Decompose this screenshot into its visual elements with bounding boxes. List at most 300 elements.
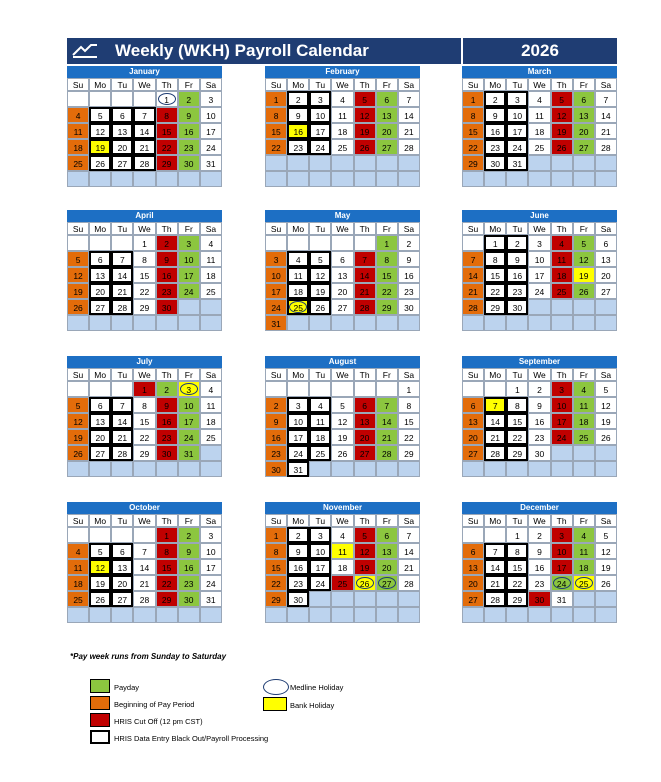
day-cell: 31 bbox=[200, 591, 222, 607]
day-cell: 10 bbox=[309, 543, 331, 559]
day-cell: 25 bbox=[331, 139, 353, 155]
empty-cell bbox=[462, 235, 484, 251]
weekday-header: Tu bbox=[506, 368, 528, 381]
day-cell: 23 bbox=[178, 575, 200, 591]
legend-label-blackout: HRIS Data Entry Black Out/Payroll Processing bbox=[114, 734, 269, 743]
empty-cell bbox=[111, 235, 133, 251]
trailing-cell bbox=[331, 315, 353, 331]
trailing-cell bbox=[462, 315, 484, 331]
day-cell: 18 bbox=[67, 139, 89, 155]
trailing-cell bbox=[551, 461, 573, 477]
empty-cell bbox=[331, 381, 353, 397]
day-cell: 29 bbox=[133, 299, 155, 315]
day-cell: 22 bbox=[133, 429, 155, 445]
month-name: January bbox=[67, 66, 222, 78]
empty-cell bbox=[376, 381, 398, 397]
day-cell: 2 bbox=[287, 91, 309, 107]
trailing-cell bbox=[376, 461, 398, 477]
day-cell: 8 bbox=[265, 107, 287, 123]
month-grid bbox=[67, 514, 222, 623]
day-cell: 14 bbox=[398, 543, 420, 559]
weekday-header: We bbox=[331, 78, 353, 91]
day-cell: 25 bbox=[551, 283, 573, 299]
day-cell: 12 bbox=[331, 413, 353, 429]
day-cell: 1 bbox=[265, 91, 287, 107]
day-cell: 3 bbox=[265, 251, 287, 267]
legend-label-payday: Payday bbox=[114, 683, 140, 692]
month-grid bbox=[462, 368, 617, 477]
weekday-header: Th bbox=[354, 368, 376, 381]
trailing-cell bbox=[398, 315, 420, 331]
trailing-cell bbox=[573, 607, 595, 623]
trailing-cell bbox=[506, 315, 528, 331]
trailing-cell bbox=[528, 315, 550, 331]
trailing-cell bbox=[287, 155, 309, 171]
trailing-cell bbox=[573, 591, 595, 607]
day-cell: 20 bbox=[595, 267, 617, 283]
day-cell: 2 bbox=[287, 527, 309, 543]
day-cell: 5 bbox=[595, 527, 617, 543]
day-cell: 19 bbox=[67, 283, 89, 299]
trailing-cell bbox=[595, 607, 617, 623]
day-cell: 20 bbox=[573, 123, 595, 139]
day-cell: 12 bbox=[354, 543, 376, 559]
footnote: *Pay week runs from Sunday to Saturday bbox=[70, 652, 227, 661]
trailing-cell bbox=[484, 461, 506, 477]
day-cell: 13 bbox=[354, 413, 376, 429]
weekday-header: Sa bbox=[398, 368, 420, 381]
day-cell: 29 bbox=[462, 155, 484, 171]
trailing-cell bbox=[354, 591, 376, 607]
day-cell: 15 bbox=[462, 123, 484, 139]
day-cell: 16 bbox=[156, 267, 178, 283]
day-cell: 22 bbox=[156, 139, 178, 155]
trailing-cell bbox=[398, 607, 420, 623]
day-cell: 7 bbox=[111, 397, 133, 413]
day-cell: 27 bbox=[89, 299, 111, 315]
day-cell: 22 bbox=[462, 139, 484, 155]
day-cell: 24 bbox=[287, 445, 309, 461]
day-cell: 24 bbox=[178, 429, 200, 445]
day-cell: 30 bbox=[528, 445, 550, 461]
day-cell: 12 bbox=[67, 413, 89, 429]
day-cell: 18 bbox=[551, 267, 573, 283]
trailing-cell bbox=[200, 607, 222, 623]
month-name: March bbox=[462, 66, 617, 78]
day-cell: 28 bbox=[376, 445, 398, 461]
weekday-header: We bbox=[133, 222, 155, 235]
day-cell: 21 bbox=[376, 429, 398, 445]
day-cell: 16 bbox=[287, 559, 309, 575]
day-cell: 20 bbox=[111, 139, 133, 155]
weekday-header: Su bbox=[265, 222, 287, 235]
trailing-cell bbox=[309, 155, 331, 171]
day-cell: 1 bbox=[398, 381, 420, 397]
day-cell: 29 bbox=[484, 299, 506, 315]
day-cell: 17 bbox=[309, 123, 331, 139]
month-march bbox=[462, 66, 617, 187]
weekday-header: We bbox=[528, 222, 550, 235]
month-september bbox=[462, 356, 617, 477]
day-cell: 30 bbox=[265, 461, 287, 477]
weekday-header: Sa bbox=[595, 514, 617, 527]
day-cell: 27 bbox=[462, 445, 484, 461]
day-cell: 10 bbox=[178, 397, 200, 413]
trailing-cell bbox=[133, 315, 155, 331]
day-cell: 2 bbox=[528, 381, 550, 397]
day-cell: 1 bbox=[506, 527, 528, 543]
trailing-cell bbox=[528, 171, 550, 187]
day-cell: 8 bbox=[398, 397, 420, 413]
weekday-header: Tu bbox=[111, 514, 133, 527]
trailing-cell bbox=[309, 591, 331, 607]
day-cell: 1 bbox=[506, 381, 528, 397]
day-cell: 26 bbox=[354, 575, 376, 591]
day-cell: 8 bbox=[133, 397, 155, 413]
day-cell: 14 bbox=[484, 559, 506, 575]
day-cell: 8 bbox=[156, 543, 178, 559]
weekday-header: Su bbox=[67, 78, 89, 91]
day-cell: 19 bbox=[331, 429, 353, 445]
trailing-cell bbox=[462, 171, 484, 187]
weekday-header: Tu bbox=[506, 514, 528, 527]
weekday-header: We bbox=[133, 514, 155, 527]
trailing-cell bbox=[331, 171, 353, 187]
trailing-cell bbox=[331, 607, 353, 623]
trailing-cell bbox=[528, 461, 550, 477]
day-cell: 9 bbox=[265, 413, 287, 429]
month-grid bbox=[265, 222, 420, 331]
day-cell: 30 bbox=[484, 155, 506, 171]
trailing-cell bbox=[551, 315, 573, 331]
day-cell: 26 bbox=[89, 155, 111, 171]
legend-swatch-beginning bbox=[90, 696, 110, 710]
day-cell: 28 bbox=[398, 575, 420, 591]
medline-logo-icon bbox=[71, 42, 99, 60]
trailing-cell bbox=[178, 299, 200, 315]
trailing-cell bbox=[156, 461, 178, 477]
weekday-header: Mo bbox=[484, 514, 506, 527]
month-july bbox=[67, 356, 222, 477]
day-cell: 22 bbox=[506, 429, 528, 445]
empty-cell bbox=[111, 527, 133, 543]
day-cell: 11 bbox=[67, 123, 89, 139]
month-august bbox=[265, 356, 420, 477]
trailing-cell bbox=[595, 445, 617, 461]
day-cell: 17 bbox=[309, 559, 331, 575]
weekday-header: We bbox=[528, 368, 550, 381]
weekday-header: We bbox=[331, 222, 353, 235]
empty-cell bbox=[354, 235, 376, 251]
day-cell: 5 bbox=[89, 543, 111, 559]
trailing-cell bbox=[551, 299, 573, 315]
weekday-header: Mo bbox=[484, 368, 506, 381]
trailing-cell bbox=[67, 315, 89, 331]
weekday-header: Su bbox=[462, 222, 484, 235]
day-cell: 7 bbox=[376, 397, 398, 413]
day-cell: 31 bbox=[506, 155, 528, 171]
month-february bbox=[265, 66, 420, 187]
trailing-cell bbox=[287, 171, 309, 187]
day-cell: 2 bbox=[178, 91, 200, 107]
day-cell: 20 bbox=[111, 575, 133, 591]
trailing-cell bbox=[89, 315, 111, 331]
day-cell: 12 bbox=[89, 123, 111, 139]
day-cell: 27 bbox=[376, 575, 398, 591]
day-cell: 6 bbox=[595, 235, 617, 251]
month-june bbox=[462, 210, 617, 331]
day-cell: 5 bbox=[595, 381, 617, 397]
month-name: July bbox=[67, 356, 222, 368]
day-cell: 30 bbox=[156, 445, 178, 461]
day-cell: 18 bbox=[200, 413, 222, 429]
day-cell: 24 bbox=[178, 283, 200, 299]
trailing-cell bbox=[200, 171, 222, 187]
month-may bbox=[265, 210, 420, 331]
trailing-cell bbox=[573, 445, 595, 461]
month-grid bbox=[265, 78, 420, 187]
trailing-cell bbox=[309, 461, 331, 477]
day-cell: 12 bbox=[573, 251, 595, 267]
month-name: April bbox=[67, 210, 222, 222]
trailing-cell bbox=[398, 591, 420, 607]
day-cell: 6 bbox=[354, 397, 376, 413]
legend-label-medline-holiday: Medline Holiday bbox=[290, 683, 344, 692]
month-name: February bbox=[265, 66, 420, 78]
weekday-header: Fr bbox=[376, 368, 398, 381]
trailing-cell bbox=[484, 171, 506, 187]
month-january bbox=[67, 66, 222, 187]
weekday-header: Mo bbox=[484, 78, 506, 91]
trailing-cell bbox=[506, 607, 528, 623]
day-cell: 18 bbox=[309, 429, 331, 445]
trailing-cell bbox=[156, 171, 178, 187]
day-cell: 22 bbox=[376, 283, 398, 299]
trailing-cell bbox=[551, 155, 573, 171]
day-cell: 9 bbox=[287, 107, 309, 123]
day-cell: 11 bbox=[331, 543, 353, 559]
day-cell: 27 bbox=[462, 591, 484, 607]
day-cell: 24 bbox=[309, 575, 331, 591]
day-cell: 1 bbox=[156, 527, 178, 543]
day-cell: 15 bbox=[506, 413, 528, 429]
day-cell: 24 bbox=[265, 299, 287, 315]
day-cell: 11 bbox=[309, 413, 331, 429]
weekday-header: We bbox=[133, 368, 155, 381]
day-cell: 22 bbox=[265, 575, 287, 591]
month-december bbox=[462, 502, 617, 623]
empty-cell bbox=[309, 381, 331, 397]
weekday-header: Sa bbox=[200, 368, 222, 381]
trailing-cell bbox=[111, 607, 133, 623]
weekday-header: Tu bbox=[506, 78, 528, 91]
day-cell: 28 bbox=[484, 445, 506, 461]
day-cell: 15 bbox=[265, 559, 287, 575]
weekday-header: Su bbox=[67, 368, 89, 381]
trailing-cell bbox=[200, 445, 222, 461]
day-cell: 31 bbox=[265, 315, 287, 331]
weekday-header: Sa bbox=[398, 78, 420, 91]
day-cell: 11 bbox=[573, 543, 595, 559]
day-cell: 2 bbox=[156, 235, 178, 251]
weekday-header: Tu bbox=[111, 222, 133, 235]
day-cell: 20 bbox=[89, 283, 111, 299]
day-cell: 5 bbox=[573, 235, 595, 251]
trailing-cell bbox=[595, 461, 617, 477]
day-cell: 16 bbox=[398, 267, 420, 283]
day-cell: 13 bbox=[331, 267, 353, 283]
day-cell: 1 bbox=[265, 527, 287, 543]
empty-cell bbox=[287, 381, 309, 397]
trailing-cell bbox=[133, 461, 155, 477]
empty-cell bbox=[89, 381, 111, 397]
trailing-cell bbox=[287, 607, 309, 623]
day-cell: 12 bbox=[595, 397, 617, 413]
month-grid bbox=[462, 78, 617, 187]
day-cell: 17 bbox=[178, 413, 200, 429]
day-cell: 2 bbox=[178, 527, 200, 543]
day-cell: 13 bbox=[111, 559, 133, 575]
month-name: September bbox=[462, 356, 617, 368]
day-cell: 2 bbox=[398, 235, 420, 251]
day-cell: 29 bbox=[376, 299, 398, 315]
trailing-cell bbox=[111, 461, 133, 477]
day-cell: 24 bbox=[309, 139, 331, 155]
day-cell: 5 bbox=[331, 397, 353, 413]
empty-cell bbox=[462, 381, 484, 397]
empty-cell bbox=[265, 235, 287, 251]
trailing-cell bbox=[354, 315, 376, 331]
day-cell: 6 bbox=[89, 251, 111, 267]
day-cell: 15 bbox=[506, 559, 528, 575]
day-cell: 21 bbox=[133, 139, 155, 155]
day-cell: 16 bbox=[287, 123, 309, 139]
day-cell: 15 bbox=[156, 559, 178, 575]
trailing-cell bbox=[89, 461, 111, 477]
weekday-header: Tu bbox=[309, 78, 331, 91]
day-cell: 4 bbox=[528, 91, 550, 107]
day-cell: 25 bbox=[573, 575, 595, 591]
trailing-cell bbox=[376, 591, 398, 607]
day-cell: 24 bbox=[200, 575, 222, 591]
day-cell: 19 bbox=[595, 413, 617, 429]
weekday-header: Mo bbox=[287, 78, 309, 91]
day-cell: 28 bbox=[398, 139, 420, 155]
day-cell: 13 bbox=[89, 267, 111, 283]
trailing-cell bbox=[331, 591, 353, 607]
day-cell: 14 bbox=[133, 123, 155, 139]
legend-swatch-bank-holiday bbox=[263, 697, 287, 711]
day-cell: 28 bbox=[133, 155, 155, 171]
day-cell: 26 bbox=[595, 429, 617, 445]
legend-swatch-payday bbox=[90, 679, 110, 693]
day-cell: 26 bbox=[331, 445, 353, 461]
day-cell: 2 bbox=[528, 527, 550, 543]
day-cell: 5 bbox=[354, 91, 376, 107]
day-cell: 29 bbox=[506, 445, 528, 461]
day-cell: 9 bbox=[506, 251, 528, 267]
day-cell: 4 bbox=[200, 235, 222, 251]
weekday-header: Su bbox=[265, 368, 287, 381]
day-cell: 20 bbox=[354, 429, 376, 445]
day-cell: 9 bbox=[528, 397, 550, 413]
trailing-cell bbox=[376, 155, 398, 171]
trailing-cell bbox=[200, 315, 222, 331]
day-cell: 19 bbox=[89, 139, 111, 155]
day-cell: 27 bbox=[89, 445, 111, 461]
day-cell: 17 bbox=[200, 123, 222, 139]
day-cell: 11 bbox=[551, 251, 573, 267]
day-cell: 17 bbox=[287, 429, 309, 445]
day-cell: 6 bbox=[89, 397, 111, 413]
day-cell: 19 bbox=[67, 429, 89, 445]
weekday-header: Fr bbox=[573, 368, 595, 381]
empty-cell bbox=[67, 381, 89, 397]
day-cell: 12 bbox=[354, 107, 376, 123]
day-cell: 6 bbox=[462, 397, 484, 413]
day-cell: 3 bbox=[506, 91, 528, 107]
day-cell: 30 bbox=[178, 155, 200, 171]
day-cell: 8 bbox=[376, 251, 398, 267]
trailing-cell bbox=[573, 155, 595, 171]
day-cell: 31 bbox=[178, 445, 200, 461]
trailing-cell bbox=[354, 607, 376, 623]
trailing-cell bbox=[484, 607, 506, 623]
trailing-cell bbox=[528, 155, 550, 171]
day-cell: 15 bbox=[156, 123, 178, 139]
day-cell: 12 bbox=[67, 267, 89, 283]
day-cell: 14 bbox=[484, 413, 506, 429]
trailing-cell bbox=[309, 607, 331, 623]
day-cell: 18 bbox=[287, 283, 309, 299]
day-cell: 15 bbox=[376, 267, 398, 283]
day-cell: 4 bbox=[573, 381, 595, 397]
weekday-header: Sa bbox=[595, 368, 617, 381]
trailing-cell bbox=[265, 171, 287, 187]
empty-cell bbox=[111, 91, 133, 107]
month-grid bbox=[265, 368, 420, 477]
day-cell: 25 bbox=[309, 445, 331, 461]
day-cell: 5 bbox=[309, 251, 331, 267]
day-cell: 8 bbox=[133, 251, 155, 267]
day-cell: 14 bbox=[398, 107, 420, 123]
day-cell: 9 bbox=[178, 107, 200, 123]
day-cell: 7 bbox=[133, 107, 155, 123]
day-cell: 4 bbox=[200, 381, 222, 397]
day-cell: 21 bbox=[484, 575, 506, 591]
day-cell: 10 bbox=[200, 107, 222, 123]
day-cell: 13 bbox=[462, 413, 484, 429]
day-cell: 3 bbox=[178, 381, 200, 397]
weekday-header: Th bbox=[551, 368, 573, 381]
weekday-header: Mo bbox=[89, 222, 111, 235]
month-name: December bbox=[462, 502, 617, 514]
day-cell: 31 bbox=[200, 155, 222, 171]
day-cell: 16 bbox=[178, 123, 200, 139]
weekday-header: Fr bbox=[178, 78, 200, 91]
empty-cell bbox=[89, 91, 111, 107]
day-cell: 14 bbox=[462, 267, 484, 283]
day-cell: 14 bbox=[376, 413, 398, 429]
day-cell: 30 bbox=[528, 591, 550, 607]
day-cell: 15 bbox=[133, 413, 155, 429]
trailing-cell bbox=[133, 171, 155, 187]
trailing-cell bbox=[265, 607, 287, 623]
day-cell: 13 bbox=[376, 107, 398, 123]
weekday-header: Th bbox=[551, 78, 573, 91]
day-cell: 1 bbox=[462, 91, 484, 107]
trailing-cell bbox=[178, 607, 200, 623]
